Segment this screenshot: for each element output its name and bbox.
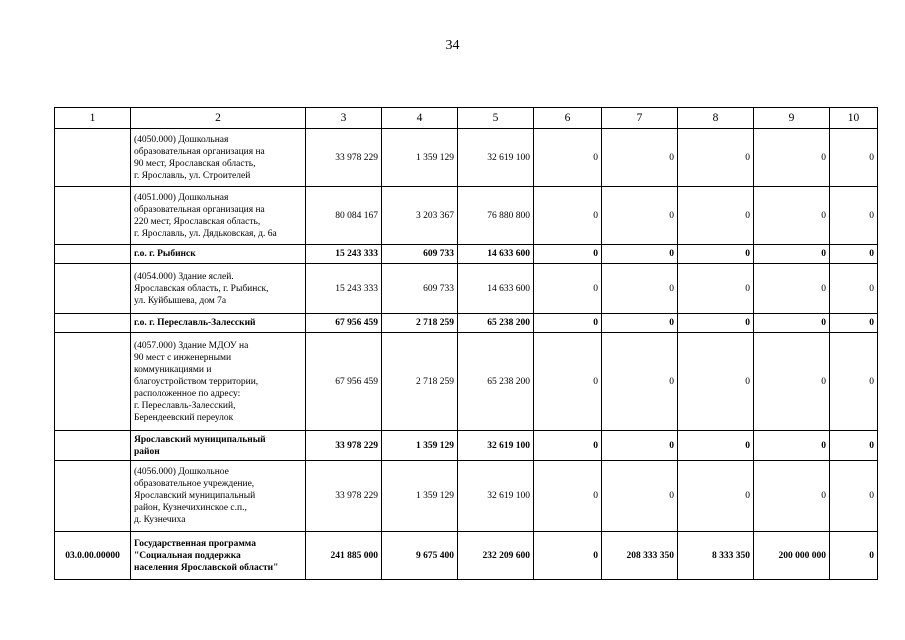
- name-line: благоустройством территории,: [134, 376, 259, 387]
- table-header-row: [55, 108, 878, 129]
- value-cell: 1 359 129: [382, 461, 458, 532]
- value-cell: 0: [602, 333, 678, 431]
- name-cell: [131, 129, 306, 187]
- column-number-cell: 6: [534, 108, 602, 129]
- name-line: ул. Куйбышева, дом 7а: [134, 295, 227, 306]
- value-cell: 0: [602, 264, 678, 314]
- name-line: образовательная организация на: [134, 204, 265, 215]
- value-cell: 0: [830, 461, 878, 532]
- name-line: г.о. г. Переславль-Залесский: [134, 318, 256, 328]
- table-row: [55, 431, 878, 461]
- value-cell: 0: [534, 314, 602, 333]
- value-cell: 32 619 100: [458, 431, 534, 461]
- value-cell: 0: [678, 333, 754, 431]
- value-cell: 0: [534, 461, 602, 532]
- name-line: район, Кузнечихинское с.п.,: [134, 503, 247, 513]
- value-cell: 0: [830, 333, 878, 431]
- value-cell: 0: [830, 129, 878, 187]
- value-cell: 0: [534, 333, 602, 431]
- value-cell: 0: [830, 431, 878, 461]
- code-cell: [55, 431, 131, 461]
- name-line: (4057.000) Здание МДОУ на: [134, 340, 249, 351]
- table-row: [55, 129, 878, 187]
- column-number-cell: 7: [602, 108, 678, 129]
- name-cell: [131, 333, 306, 431]
- name-line: 90 мест, Ярославская область,: [134, 158, 256, 169]
- value-cell: 0: [754, 245, 830, 264]
- value-cell: 2 718 259: [382, 333, 458, 431]
- value-cell: 0: [830, 314, 878, 333]
- budget-table: [54, 107, 878, 580]
- value-cell: 0: [602, 461, 678, 532]
- value-cell: 0: [754, 187, 830, 245]
- value-cell: 8 333 350: [678, 532, 754, 580]
- name-cell: [131, 314, 306, 333]
- name-line: населения Ярославской области": [134, 562, 279, 573]
- name-line: Берендеевский переулок: [134, 412, 234, 423]
- name-line: "Социальная поддержка: [134, 550, 241, 561]
- name-line: образовательная организация на: [134, 146, 265, 157]
- value-cell: 14 633 600: [458, 245, 534, 264]
- value-cell: 1 359 129: [382, 129, 458, 187]
- value-cell: 0: [678, 187, 754, 245]
- code-cell: [55, 245, 131, 264]
- value-cell: 0: [602, 129, 678, 187]
- table-row: [55, 245, 878, 264]
- table-row: [55, 264, 878, 314]
- name-cell: [131, 264, 306, 314]
- column-number-cell: 4: [382, 108, 458, 129]
- table-row: [55, 333, 878, 431]
- name-line: г.о. г. Рыбинск: [134, 249, 196, 259]
- name-line: г. Ярославль, ул. Строителей: [134, 170, 251, 181]
- value-cell: 0: [678, 129, 754, 187]
- value-cell: 0: [754, 461, 830, 532]
- value-cell: 0: [678, 245, 754, 264]
- column-number-cell: 2: [131, 108, 306, 129]
- name-line: (4050.000) Дошкольная: [134, 134, 229, 145]
- value-cell: 200 000 000: [754, 532, 830, 580]
- value-cell: 32 619 100: [458, 129, 534, 187]
- value-cell: 0: [678, 431, 754, 461]
- name-line: расположенное по адресу:: [134, 388, 241, 399]
- name-cell: [131, 431, 306, 461]
- value-cell: 0: [754, 431, 830, 461]
- table-row: [55, 532, 878, 580]
- column-number-cell: 5: [458, 108, 534, 129]
- name-line: коммуникациями и: [134, 364, 212, 375]
- name-cell: [131, 245, 306, 264]
- value-cell: 1 359 129: [382, 431, 458, 461]
- value-cell: 0: [602, 314, 678, 333]
- value-cell: 0: [830, 532, 878, 580]
- name-line: 90 мест с инженерными: [134, 352, 232, 363]
- value-cell: 232 209 600: [458, 532, 534, 580]
- name-line: (4054.000) Здание яслей.: [134, 271, 234, 282]
- name-line: 220 мест, Ярославская область,: [134, 216, 261, 227]
- name-line: Ярославский муниципальный: [134, 491, 256, 501]
- value-cell: 67 956 459: [306, 314, 382, 333]
- name-cell: [131, 461, 306, 532]
- value-cell: 0: [534, 245, 602, 264]
- column-number-cell: 1: [55, 108, 131, 129]
- name-line: Государственная программа: [134, 538, 256, 549]
- name-line: Ярославский муниципальный: [134, 434, 266, 445]
- code-cell: [55, 264, 131, 314]
- value-cell: 0: [754, 333, 830, 431]
- code-cell: 03.0.00.00000: [55, 532, 131, 580]
- name-cell: [131, 532, 306, 580]
- value-cell: 9 675 400: [382, 532, 458, 580]
- value-cell: 0: [830, 245, 878, 264]
- value-cell: 0: [534, 264, 602, 314]
- value-cell: 15 243 333: [306, 245, 382, 264]
- value-cell: 32 619 100: [458, 461, 534, 532]
- code-cell: [55, 314, 131, 333]
- value-cell: 33 978 229: [306, 431, 382, 461]
- value-cell: 3 203 367: [382, 187, 458, 245]
- value-cell: 14 633 600: [458, 264, 534, 314]
- name-line: д. Кузнечиха: [134, 515, 186, 525]
- column-number-cell: 9: [754, 108, 830, 129]
- value-cell: 241 885 000: [306, 532, 382, 580]
- value-cell: 0: [602, 431, 678, 461]
- code-cell: [55, 333, 131, 431]
- value-cell: 0: [754, 264, 830, 314]
- value-cell: 609 733: [382, 264, 458, 314]
- value-cell: 76 880 800: [458, 187, 534, 245]
- value-cell: 0: [678, 314, 754, 333]
- value-cell: 0: [830, 264, 878, 314]
- value-cell: 0: [534, 532, 602, 580]
- name-cell: [131, 187, 306, 245]
- column-number-cell: 3: [306, 108, 382, 129]
- value-cell: 0: [534, 129, 602, 187]
- value-cell: 0: [678, 264, 754, 314]
- value-cell: 0: [602, 187, 678, 245]
- value-cell: 0: [678, 461, 754, 532]
- value-cell: 2 718 259: [382, 314, 458, 333]
- value-cell: 0: [534, 431, 602, 461]
- value-cell: 15 243 333: [306, 264, 382, 314]
- value-cell: 609 733: [382, 245, 458, 264]
- name-line: Ярославская область, г. Рыбинск,: [134, 283, 269, 294]
- table-row: [55, 187, 878, 245]
- value-cell: 0: [830, 187, 878, 245]
- name-line: г. Ярославль, ул. Дядьковская, д. 6а: [134, 228, 277, 239]
- name-line: (4051.000) Дошкольная: [134, 192, 229, 203]
- name-line: (4056.000) Дошкольное: [134, 467, 229, 477]
- value-cell: 0: [534, 187, 602, 245]
- table-row: [55, 314, 878, 333]
- value-cell: 67 956 459: [306, 333, 382, 431]
- value-cell: 0: [754, 129, 830, 187]
- value-cell: 0: [602, 245, 678, 264]
- table-row: [55, 461, 878, 532]
- value-cell: 0: [754, 314, 830, 333]
- column-number-cell: 8: [678, 108, 754, 129]
- value-cell: 208 333 350: [602, 532, 678, 580]
- column-number-cell: 10: [830, 108, 878, 129]
- value-cell: 33 978 229: [306, 129, 382, 187]
- value-cell: 80 084 167: [306, 187, 382, 245]
- value-cell: 65 238 200: [458, 314, 534, 333]
- name-line: г. Переславль-Залесский,: [134, 400, 236, 411]
- value-cell: 65 238 200: [458, 333, 534, 431]
- name-line: район: [134, 446, 160, 457]
- code-cell: [55, 461, 131, 532]
- code-cell: [55, 187, 131, 245]
- name-line: образовательное учреждение,: [134, 479, 255, 489]
- page-number: 34: [445, 38, 460, 53]
- code-cell: [55, 129, 131, 187]
- value-cell: 33 978 229: [306, 461, 382, 532]
